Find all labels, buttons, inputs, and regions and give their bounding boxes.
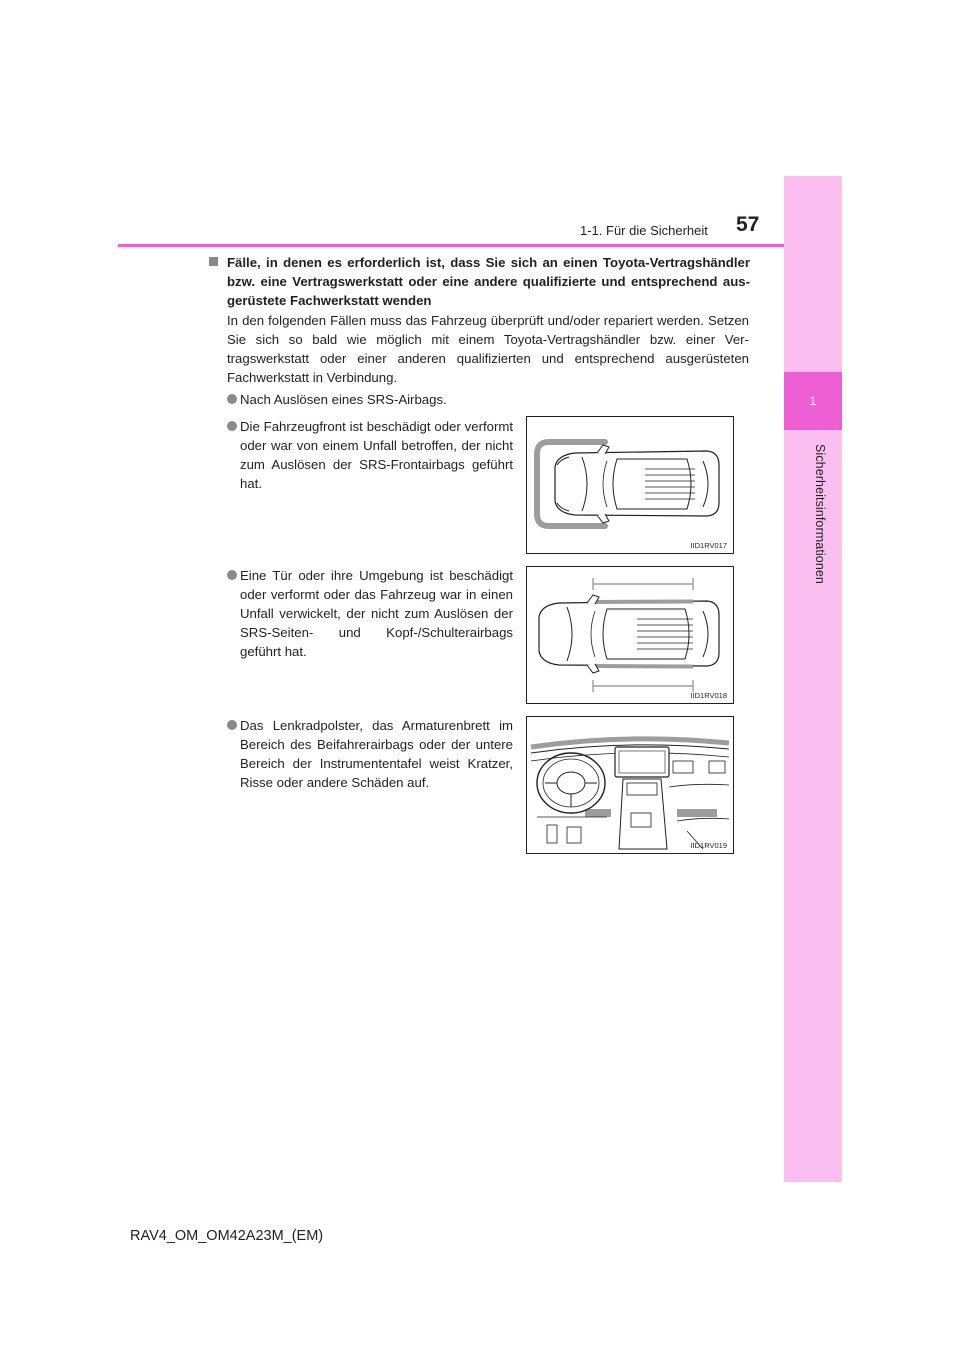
figure-code: IID1RV019 xyxy=(690,841,727,850)
bullet-dot-icon xyxy=(227,394,237,404)
list-item-text: Die Fahrzeugfront ist beschädigt oder verformt oder war von einem Unfall betroffen, der nicht zum Auslösen der SRS-Frontairbags geführt hat. xyxy=(240,419,513,491)
figure-code: IID1RV017 xyxy=(690,541,727,550)
list-item xyxy=(227,566,513,661)
bullet-dot-icon xyxy=(227,570,237,580)
list-item-text: Das Lenkradpolster, das Armaturenbrett im Bereich des Beifahrerairbags oder der untere Bereich der Instrumententafel weist Kratzer, Risse oder andere Schäden auf. xyxy=(240,718,513,790)
figure-code: IID1RV018 xyxy=(690,691,727,700)
figure-side-damage xyxy=(526,566,734,704)
section-title: 1-1. Für die Sicherheit xyxy=(580,223,708,238)
header-rule xyxy=(118,244,784,247)
car-top-view-side-damage-icon xyxy=(527,567,733,703)
section-heading xyxy=(210,253,750,310)
bullet-dot-icon xyxy=(227,421,237,431)
list-item xyxy=(227,417,513,493)
section-heading-text: Fälle, in denen es erforderlich ist, dass Sie sich an einen Toyota-Vertragshändler bzw. eine Vertragswerkstatt oder eine andere qualifizierte und entsprechend ausgerüstete Fachwerkstatt wenden xyxy=(227,255,750,308)
list-item xyxy=(227,390,527,409)
document-code: RAV4_OM_OM42A23M_(EM) xyxy=(130,1228,324,1244)
car-top-view-front-damage-icon xyxy=(527,417,733,553)
list-item-text: Eine Tür oder ihre Umgebung ist beschädigt oder verformt oder das Fahrzeug war in einen Unfall verwickelt, der nicht zum Auslösen der SRS-Seiten- und Kopf-/Schulterairbags geführt hat. xyxy=(240,568,513,659)
bullet-dot-icon xyxy=(227,720,237,730)
chapter-title: Sicherheitsinformationen xyxy=(813,444,827,584)
dashboard-interior-view-icon xyxy=(527,717,733,853)
figure-front-damage xyxy=(526,416,734,554)
list-item-text: Nach Auslösen eines SRS-Airbags. xyxy=(240,392,447,407)
list-item xyxy=(227,716,513,792)
chapter-side-tab xyxy=(784,176,842,1182)
page-number: 57 xyxy=(736,213,760,236)
intro-paragraph: In den folgenden Fällen muss das Fahrzeug überprüft und/oder repariert werden. Setzen Sie sich so bald wie möglich mit einem Toyota-Vertragshändler bzw. einer Vertragswerkstatt oder einer anderen qualifizierten und entsprechend ausgerüsteten Fachwerkstatt in Verbindung. xyxy=(227,313,749,385)
figure-dashboard xyxy=(526,716,734,854)
square-bullet-icon xyxy=(209,257,218,266)
chapter-number: 1 xyxy=(809,394,817,408)
chapter-number-box xyxy=(784,372,842,430)
